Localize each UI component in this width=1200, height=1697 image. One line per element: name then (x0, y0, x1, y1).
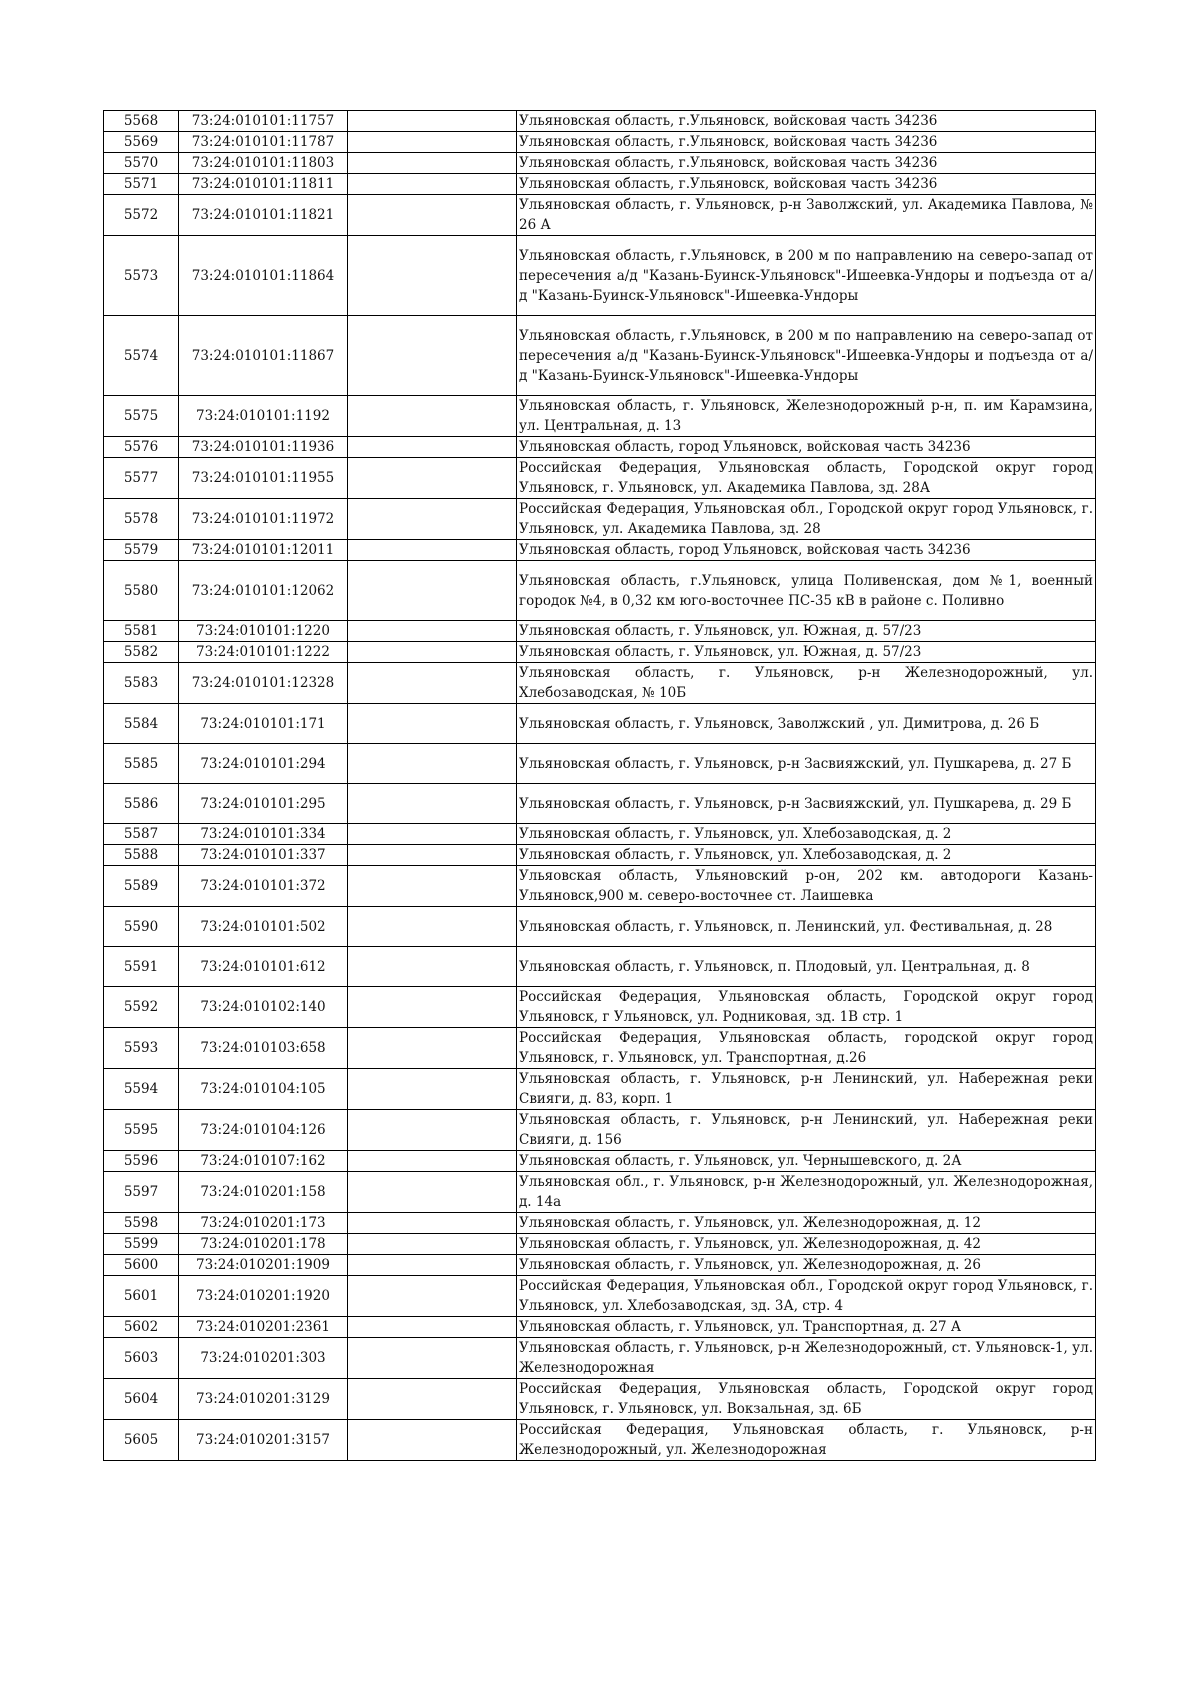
cadastral-number: 73:24:010101:12011 (179, 540, 348, 561)
empty-cell (348, 663, 517, 704)
empty-cell (348, 153, 517, 174)
table-row (104, 1379, 1096, 1420)
empty-cell (348, 236, 517, 316)
empty-cell (348, 824, 517, 845)
empty-cell (348, 947, 517, 987)
empty-cell (348, 174, 517, 195)
cadastral-number: 73:24:010101:11955 (179, 458, 348, 499)
address: Ульяновская область, г. Ульяновск, ул. Транспортная, д. 27 А (517, 1317, 1096, 1338)
table-row (104, 1110, 1096, 1151)
row-number: 5591 (104, 947, 179, 987)
address: Ульяновская область, г. Ульяновск, р-н Засвияжский, ул. Пушкарева, д. 27 Б (517, 744, 1096, 784)
table-row (104, 316, 1096, 396)
address: Ульяновская область, г. Ульяновск, ул. Железнодорожная, д. 26 (517, 1255, 1096, 1276)
cadastral-number: 73:24:010201:3157 (179, 1420, 348, 1461)
address: Ульяновская область, г. Ульяновск, р-н Засвияжский, ул. Пушкарева, д. 29 Б (517, 784, 1096, 824)
cadastral-number: 73:24:010101:11811 (179, 174, 348, 195)
empty-cell (348, 1028, 517, 1069)
empty-cell (348, 845, 517, 866)
empty-cell (348, 704, 517, 744)
row-number: 5596 (104, 1151, 179, 1172)
address: Российская Федерация, Ульяновская область, г. Ульяновск, р-н Железнодорожный, ул. Железнодорожная (517, 1420, 1096, 1461)
empty-cell (348, 458, 517, 499)
table-row (104, 1420, 1096, 1461)
cadastral-number: 73:24:010101:12328 (179, 663, 348, 704)
row-number: 5579 (104, 540, 179, 561)
address: Ульяновская область, г. Ульяновск, ул. Железнодорожная, д. 12 (517, 1213, 1096, 1234)
table-row (104, 499, 1096, 540)
address: Ульяновская область, г. Ульяновск, р-н Железнодорожный, ст. Ульяновск-1, ул. Железнодорожная (517, 1338, 1096, 1379)
table-row (104, 561, 1096, 621)
row-number: 5568 (104, 111, 179, 132)
address: Ульяновская область, г.Ульяновск, войсковая часть 34236 (517, 132, 1096, 153)
row-number: 5569 (104, 132, 179, 153)
table-row (104, 540, 1096, 561)
row-number: 5603 (104, 1338, 179, 1379)
empty-cell (348, 1151, 517, 1172)
cadastral-number: 73:24:010101:11864 (179, 236, 348, 316)
address: Ульяновская область, г. Ульяновск, Железнодорожный р-н, п. им Карамзина, ул. Центральная, д. 13 (517, 396, 1096, 437)
empty-cell (348, 499, 517, 540)
cadastral-number: 73:24:010101:11803 (179, 153, 348, 174)
cadastral-number: 73:24:010104:126 (179, 1110, 348, 1151)
row-number: 5586 (104, 784, 179, 824)
address: Ульяновская область, г.Ульяновск, в 200 м по направлению на северо-запад от пересечения а/д "Казань-Буинск-Ульяновск"-Ишеевка-Ундоры и подъезда от а/д "Казань-Буинск-Ульяновск"-Ишеевка-Ундоры (517, 236, 1096, 316)
table-row (104, 1338, 1096, 1379)
cadastral-number: 73:24:010101:294 (179, 744, 348, 784)
address: Российская Федерация, Ульяновская область, Городской округ город Ульяновск, г. Ульяновск, ул. Академика Павлова, зд. 28А (517, 458, 1096, 499)
address: Российская Федерация, Ульяновская обл., Городской округ город Ульяновск, г. Ульяновск, ул. Хлебозаводская, зд. 3А, стр. 4 (517, 1276, 1096, 1317)
empty-cell (348, 1213, 517, 1234)
table-row (104, 111, 1096, 132)
row-number: 5595 (104, 1110, 179, 1151)
address: Российская Федерация, Ульяновская область, Городской округ город Ульяновск, г. Ульяновск, ул. Вокзальная, зд. 6Б (517, 1379, 1096, 1420)
table-row (104, 236, 1096, 316)
cadastral-number: 73:24:010101:372 (179, 866, 348, 907)
cadastral-number: 73:24:010101:1192 (179, 396, 348, 437)
empty-cell (348, 784, 517, 824)
empty-cell (348, 1276, 517, 1317)
cadastral-number: 73:24:010101:612 (179, 947, 348, 987)
empty-cell (348, 987, 517, 1028)
empty-cell (348, 1234, 517, 1255)
row-number: 5597 (104, 1172, 179, 1213)
cadastral-number: 73:24:010101:11867 (179, 316, 348, 396)
row-number: 5580 (104, 561, 179, 621)
table-row (104, 947, 1096, 987)
table-row (104, 437, 1096, 458)
address: Ульяновская область, г.Ульяновск, в 200 м по направлению на северо-запад от пересечения а/д "Казань-Буинск-Ульяновск"-Ишеевка-Ундоры и подъезда от а/д "Казань-Буинск-Ульяновск"-Ишеевка-Ундоры (517, 316, 1096, 396)
address: Ульяновская область, г. Ульяновск, ул. Чернышевского, д. 2А (517, 1151, 1096, 1172)
empty-cell (348, 396, 517, 437)
cadastral-number: 73:24:010101:502 (179, 907, 348, 947)
empty-cell (348, 1379, 517, 1420)
land-registry-table (103, 110, 1096, 1461)
empty-cell (348, 1255, 517, 1276)
empty-cell (348, 1338, 517, 1379)
address: Ульяновская область, г. Ульяновск, п. Ленинский, ул. Фестивальная, д. 28 (517, 907, 1096, 947)
table-row (104, 1172, 1096, 1213)
cadastral-number: 73:24:010101:11787 (179, 132, 348, 153)
table-row (104, 744, 1096, 784)
row-number: 5576 (104, 437, 179, 458)
row-number: 5584 (104, 704, 179, 744)
row-number: 5572 (104, 195, 179, 236)
table-row (104, 1151, 1096, 1172)
cadastral-number: 73:24:010101:11972 (179, 499, 348, 540)
address: Ульяновская область, г. Ульяновск, р-н Ленинский, ул. Набережная реки Свияги, д. 83, корп. 1 (517, 1069, 1096, 1110)
cadastral-number: 73:24:010101:171 (179, 704, 348, 744)
table-row (104, 396, 1096, 437)
table-row (104, 1255, 1096, 1276)
address: Ульяновская область, г. Ульяновск, Заволжский , ул. Димитрова, д. 26 Б (517, 704, 1096, 744)
address: Ульяновская область, г.Ульяновск, войсковая часть 34236 (517, 153, 1096, 174)
row-number: 5573 (104, 236, 179, 316)
row-number: 5600 (104, 1255, 179, 1276)
empty-cell (348, 907, 517, 947)
empty-cell (348, 621, 517, 642)
address: Ульяновская область, г. Ульяновск, р-н Железнодорожный, ул. Хлебозаводская, № 10Б (517, 663, 1096, 704)
empty-cell (348, 1317, 517, 1338)
row-number: 5570 (104, 153, 179, 174)
cadastral-number: 73:24:010101:1220 (179, 621, 348, 642)
address: Ульяновская обл., г. Ульяновск, р-н Железнодорожный, ул. Железнодорожная, д. 14а (517, 1172, 1096, 1213)
address: Ульяновская область, г. Ульяновск, р-н Ленинский, ул. Набережная реки Свияги, д. 156 (517, 1110, 1096, 1151)
table-row (104, 642, 1096, 663)
table-row (104, 704, 1096, 744)
table-row (104, 907, 1096, 947)
row-number: 5602 (104, 1317, 179, 1338)
empty-cell (348, 1110, 517, 1151)
address: Ульяновская область, г.Ульяновск, улица Поливенская, дом №1, военный городок №4, в 0,32 км юго-восточнее ПС-35 кВ в районе с. Поливно (517, 561, 1096, 621)
table-row (104, 866, 1096, 907)
table-row (104, 1213, 1096, 1234)
address: Ульяновская область, г. Ульяновск, ул. Железнодорожная, д. 42 (517, 1234, 1096, 1255)
empty-cell (348, 195, 517, 236)
empty-cell (348, 316, 517, 396)
address: Российская Федерация, Ульяновская область, Городской округ город Ульяновск, г Ульяновск, ул. Родниковая, зд. 1В стр. 1 (517, 987, 1096, 1028)
cadastral-number: 73:24:010201:303 (179, 1338, 348, 1379)
empty-cell (348, 744, 517, 784)
row-number: 5582 (104, 642, 179, 663)
row-number: 5590 (104, 907, 179, 947)
cadastral-number: 73:24:010201:173 (179, 1213, 348, 1234)
row-number: 5587 (104, 824, 179, 845)
address: Ульяновская область, г.Ульяновск, войсковая часть 34236 (517, 174, 1096, 195)
table-row (104, 1276, 1096, 1317)
address: Ульяновская область, г. Ульяновск, п. Плодовый, ул. Центральная, д. 8 (517, 947, 1096, 987)
cadastral-number: 73:24:010101:11821 (179, 195, 348, 236)
table-row (104, 174, 1096, 195)
table-row (104, 845, 1096, 866)
row-number: 5585 (104, 744, 179, 784)
empty-cell (348, 1420, 517, 1461)
row-number: 5592 (104, 987, 179, 1028)
registry-table-body (104, 111, 1096, 1461)
row-number: 5588 (104, 845, 179, 866)
address: Ульяновская область, г. Ульяновск, ул. Хлебозаводская, д. 2 (517, 824, 1096, 845)
table-row (104, 621, 1096, 642)
address: Ульяновская область, г. Ульяновск, ул. Хлебозаводская, д. 2 (517, 845, 1096, 866)
cadastral-number: 73:24:010101:295 (179, 784, 348, 824)
row-number: 5604 (104, 1379, 179, 1420)
row-number: 5574 (104, 316, 179, 396)
cadastral-number: 73:24:010102:140 (179, 987, 348, 1028)
row-number: 5581 (104, 621, 179, 642)
cadastral-number: 73:24:010201:2361 (179, 1317, 348, 1338)
empty-cell (348, 561, 517, 621)
cadastral-number: 73:24:010101:334 (179, 824, 348, 845)
table-row (104, 132, 1096, 153)
cadastral-number: 73:24:010101:11757 (179, 111, 348, 132)
table-row (104, 1317, 1096, 1338)
table-row (104, 195, 1096, 236)
empty-cell (348, 540, 517, 561)
table-row (104, 824, 1096, 845)
row-number: 5575 (104, 396, 179, 437)
row-number: 5601 (104, 1276, 179, 1317)
table-row (104, 1069, 1096, 1110)
address: Ульяновская область, г.Ульяновск, войсковая часть 34236 (517, 111, 1096, 132)
table-row (104, 458, 1096, 499)
row-number: 5589 (104, 866, 179, 907)
table-row (104, 1028, 1096, 1069)
cadastral-number: 73:24:010107:162 (179, 1151, 348, 1172)
cadastral-number: 73:24:010103:658 (179, 1028, 348, 1069)
empty-cell (348, 437, 517, 458)
address: Ульяновская область, город Ульяновск, войсковая часть 34236 (517, 540, 1096, 561)
row-number: 5599 (104, 1234, 179, 1255)
cadastral-number: 73:24:010201:1920 (179, 1276, 348, 1317)
address: Российская Федерация, Ульяновская обл., Городской округ город Ульяновск, г. Ульяновск, ул. Академика Павлова, зд. 28 (517, 499, 1096, 540)
cadastral-number: 73:24:010101:12062 (179, 561, 348, 621)
row-number: 5578 (104, 499, 179, 540)
cadastral-number: 73:24:010201:178 (179, 1234, 348, 1255)
address: Ульяновская область, г. Ульяновск, ул. Южная, д. 57/23 (517, 621, 1096, 642)
row-number: 5593 (104, 1028, 179, 1069)
cadastral-number: 73:24:010101:11936 (179, 437, 348, 458)
empty-cell (348, 132, 517, 153)
empty-cell (348, 1069, 517, 1110)
row-number: 5583 (104, 663, 179, 704)
row-number: 5571 (104, 174, 179, 195)
address: Российская Федерация, Ульяновская область, городской округ город Ульяновск, г. Ульяновск, ул. Транспортная, д.26 (517, 1028, 1096, 1069)
empty-cell (348, 1172, 517, 1213)
cadastral-number: 73:24:010101:337 (179, 845, 348, 866)
row-number: 5598 (104, 1213, 179, 1234)
cadastral-number: 73:24:010201:3129 (179, 1379, 348, 1420)
cadastral-number: 73:24:010104:105 (179, 1069, 348, 1110)
empty-cell (348, 111, 517, 132)
table-row (104, 987, 1096, 1028)
address: Ульяновская область, г. Ульяновск, р-н Заволжский, ул. Академика Павлова, № 26 А (517, 195, 1096, 236)
address: Ульяновская область, город Ульяновск, войсковая часть 34236 (517, 437, 1096, 458)
empty-cell (348, 642, 517, 663)
row-number: 5577 (104, 458, 179, 499)
cadastral-number: 73:24:010201:158 (179, 1172, 348, 1213)
address: Ульяовская область, Ульяновский р-он, 202 км. автодороги Казань-Ульяновск,900 м. северо-восточнее ст. Лаишевка (517, 866, 1096, 907)
row-number: 5594 (104, 1069, 179, 1110)
row-number: 5605 (104, 1420, 179, 1461)
table-row (104, 784, 1096, 824)
table-row (104, 153, 1096, 174)
cadastral-number: 73:24:010201:1909 (179, 1255, 348, 1276)
address: Ульяновская область, г. Ульяновск, ул. Южная, д. 57/23 (517, 642, 1096, 663)
cadastral-number: 73:24:010101:1222 (179, 642, 348, 663)
table-row (104, 1234, 1096, 1255)
table-row (104, 663, 1096, 704)
empty-cell (348, 866, 517, 907)
